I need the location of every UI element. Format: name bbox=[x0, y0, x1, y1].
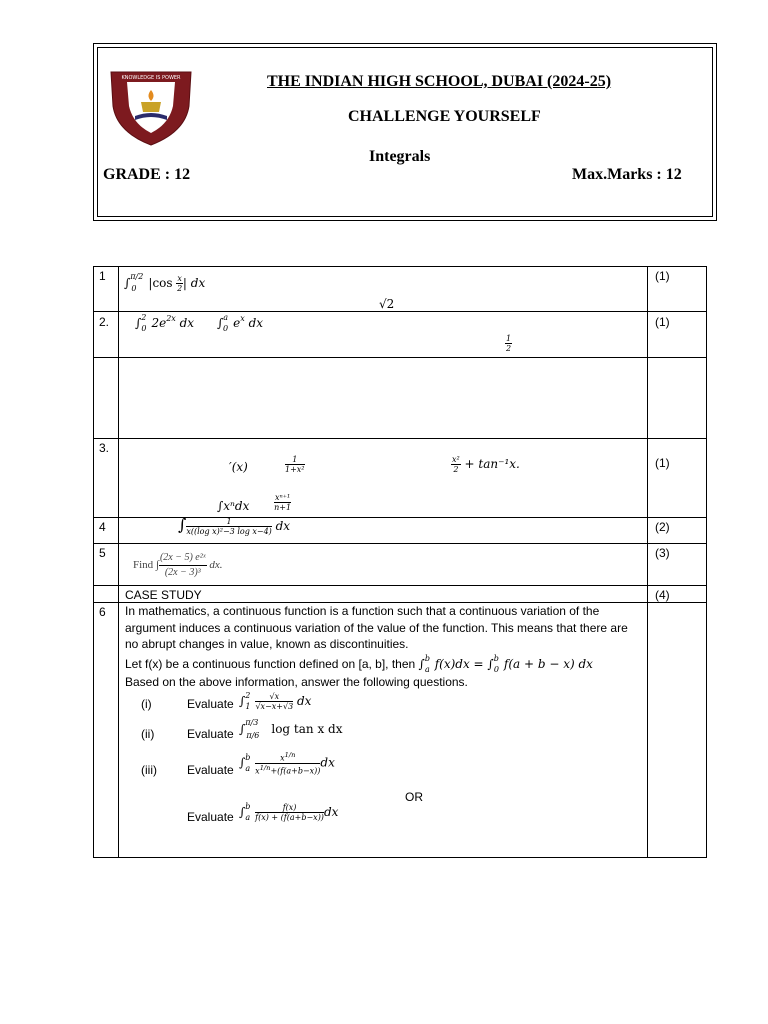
table-row-line bbox=[93, 357, 707, 358]
question-marks: (3) bbox=[655, 546, 670, 560]
table-row-line bbox=[93, 543, 707, 544]
part-label: (iii) bbox=[141, 763, 157, 777]
grade-label: GRADE : 12 bbox=[103, 166, 191, 183]
part-evaluate: Evaluate bbox=[187, 697, 234, 711]
case-study-let-text: Let f(x) be a continuous function defined on [a, b], then ∫$^b_a$ f(x)dx = ∫$^b_0$ f(a + b − x) dx bbox=[125, 654, 593, 674]
question-2-integral-a: ∫$^2_0$ $2e^{2x}$ dx bbox=[135, 313, 195, 333]
svg-text:KNOWLEDGE IS POWER: KNOWLEDGE IS POWER bbox=[121, 75, 181, 81]
question-5-integral: Find ∫ $\frac{\text{(2x − 5) e²ˣ}}{\text{(2x − 3)³}}$ dx. bbox=[133, 552, 223, 578]
question-3-result: $\frac{\text{x²}}{2}$ + tan⁻¹x. bbox=[452, 455, 520, 474]
question-marks: (1) bbox=[655, 456, 670, 470]
part-evaluate: Evaluate bbox=[187, 763, 234, 777]
table-col-divider-1 bbox=[118, 266, 119, 858]
question-marks: (4) bbox=[655, 588, 670, 602]
part-evaluate: Evaluate bbox=[187, 727, 234, 741]
table-border-left bbox=[93, 266, 94, 858]
table-row-line bbox=[93, 857, 707, 858]
question-3-power-result: $\frac{\text{xⁿ⁺¹}}{n+1}$ bbox=[274, 493, 292, 512]
alternative-integral: ∫$^b_a$ $\frac{f(x)}{f(x) + (f(a+b-x))}$ dx bbox=[239, 802, 339, 822]
document-subtitle: CHALLENGE YOURSELF bbox=[348, 108, 541, 125]
part-label: (ii) bbox=[141, 727, 155, 741]
cell-line bbox=[94, 543, 124, 544]
table-row-line bbox=[93, 438, 707, 439]
table-border-right bbox=[706, 266, 707, 858]
table-row-line bbox=[93, 585, 707, 586]
question-3-fraction: $\frac{1}{\text{1+x²}}$ bbox=[285, 455, 305, 474]
question-3-derivative: ′(x) bbox=[229, 460, 248, 474]
table-row-line bbox=[93, 266, 707, 267]
question-marks: (2) bbox=[655, 520, 670, 534]
part-evaluate: Evaluate bbox=[187, 810, 234, 824]
question-1-hint: √2 bbox=[379, 297, 395, 311]
question-marks: (1) bbox=[655, 315, 670, 329]
max-marks-label: Max.Marks : 12 bbox=[572, 166, 682, 183]
part-iii-integral: ∫$^b_a$ $\frac{x^{1/n}}{x^{1/n}+(f(a+b-x))}$ dx bbox=[239, 751, 335, 776]
question-2-integral-b: ∫$^a_0$ $e^x$ dx bbox=[217, 313, 264, 333]
question-number: 2. bbox=[99, 315, 110, 329]
topic-title: Integrals bbox=[369, 148, 431, 165]
question-1-integral: ∫$^{\pi/2}_0$ |cos $\frac{x}{2}$ | dx bbox=[124, 272, 206, 293]
question-number: 3. bbox=[99, 441, 110, 455]
question-3-power-rule: ∫xⁿdx bbox=[217, 499, 250, 513]
question-number: 6 bbox=[99, 605, 106, 619]
table-col-divider-2 bbox=[647, 266, 648, 858]
question-number: 4 bbox=[99, 520, 106, 534]
question-marks: (1) bbox=[655, 269, 670, 283]
part-ii-integral: ∫$^{\pi/3}_{\pi/6}$ log tan x dx bbox=[239, 718, 343, 740]
question-number: 1 bbox=[99, 269, 106, 283]
school-title: THE INDIAN HIGH SCHOOL, DUBAI (2024-25) bbox=[267, 73, 612, 90]
question-4-integral: ∫ $\frac{1}{\text{x((log x)²−3 log x−4)}}$ dx bbox=[178, 515, 291, 536]
table-row-line bbox=[93, 311, 707, 312]
or-separator: OR bbox=[405, 790, 423, 804]
part-label: (i) bbox=[141, 697, 152, 711]
case-study-instruction: Based on the above information, answer the following questions. bbox=[125, 675, 468, 689]
case-study-label: CASE STUDY bbox=[125, 588, 202, 602]
question-2-fraction: $\frac{1}{2}$ bbox=[506, 334, 512, 353]
school-crest-icon bbox=[107, 66, 195, 146]
case-study-paragraph: In mathematics, a continuous function is a function such that a continuous variation of the argument induces a continuous variation of the value of the function. This means that there are no abrupt changes in value, known as discontinuities. bbox=[125, 604, 628, 651]
question-number: 5 bbox=[99, 546, 106, 560]
part-i-integral: ∫$^2_1$ $\frac{√x}{√x-x+√3}$ dx bbox=[239, 691, 312, 711]
